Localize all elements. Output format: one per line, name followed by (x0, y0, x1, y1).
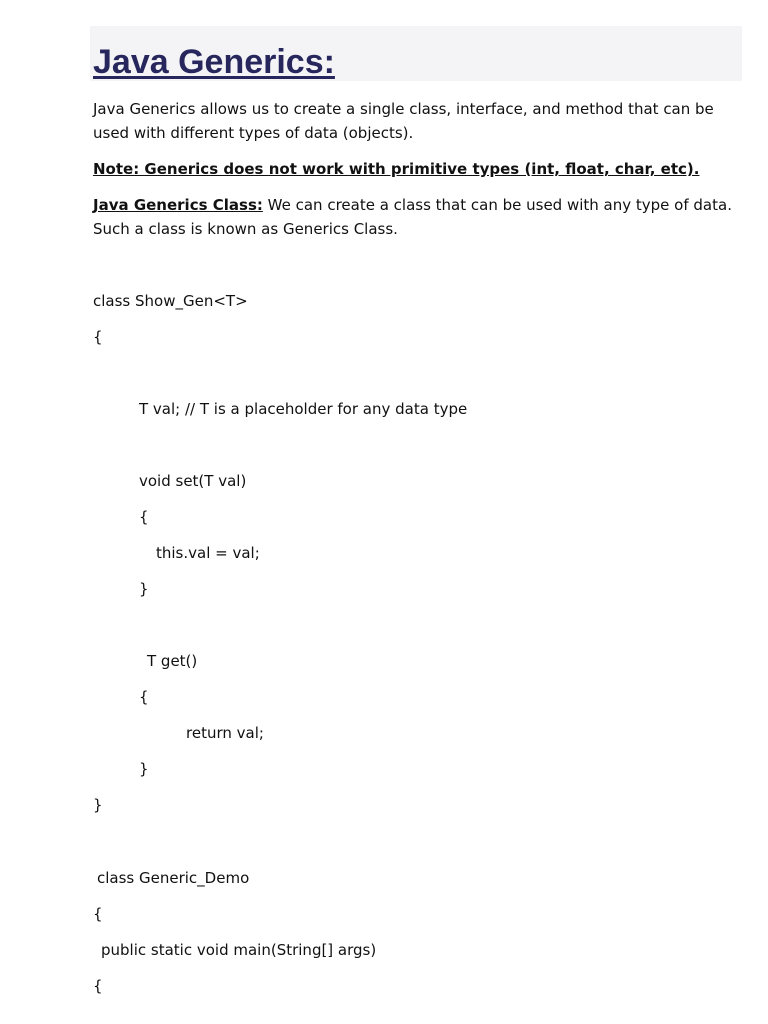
code-line: { (139, 688, 149, 706)
code-line: return val; (186, 724, 264, 742)
code-line: class Generic_Demo (97, 869, 250, 887)
code-line: } (93, 796, 103, 814)
code-line: { (93, 977, 103, 995)
generics-class-paragraph (93, 193, 743, 241)
generics-class-text: We can create a class that can be used with any type of data. Such a class is known as Generics Class. (93, 196, 732, 238)
intro-paragraph: Java Generics allows us to create a single class, interface, and method that can be used with different types of data (objects). (93, 100, 714, 142)
code-line: T val; // T is a placeholder for any data type (139, 400, 468, 418)
code-line: this.val = val; (156, 544, 260, 562)
code-line: T get() (147, 652, 198, 670)
code-line: class Show_Gen<T> (93, 292, 248, 310)
code-line: } (139, 760, 149, 778)
note-paragraph: Note: Generics does not work with primitive types (int, float, char, etc). (93, 160, 700, 178)
code-line: } (139, 580, 149, 598)
code-line: { (93, 328, 103, 346)
code-line: void set(T val) (139, 472, 247, 490)
generics-class-label: Java Generics Class: (93, 196, 263, 214)
page-title: Java Generics: (93, 43, 335, 81)
code-line: public static void main(String[] args) (101, 941, 377, 959)
code-line: { (93, 905, 103, 923)
code-line: { (139, 508, 149, 526)
